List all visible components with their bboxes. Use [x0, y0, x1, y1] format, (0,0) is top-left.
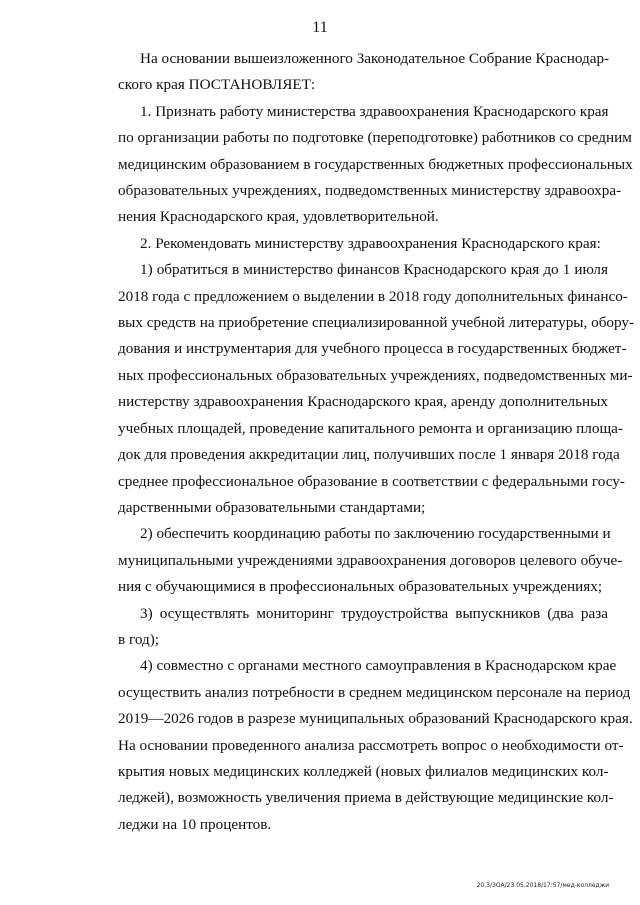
text-line: дования и инструментария для учебного процесса в государственных бюджет-	[118, 340, 627, 358]
text-line: ных профессиональных образовательных учреждениях, подведомственных ми-	[118, 366, 633, 384]
document-footer-code: 20.3/ЗОА/23.05.2018/17:57/мед-колледжи	[476, 882, 609, 889]
text-line: 1. Признать работу министерства здравоохранения Краснодарского края	[140, 102, 609, 120]
paragraph-item-2	[118, 231, 608, 257]
document-body	[118, 46, 635, 838]
text-line: леджей), возможность увеличения приема в действующие медицинские кол-	[118, 789, 614, 807]
text-line: ния с обучающимися в профессиональных образовательных учреждениях;	[118, 578, 603, 596]
text-line: крытия новых медицинских колледжей (новых филиалов медицинских кол-	[118, 762, 609, 780]
text-line: медицинским образованием в государственных бюджетных профессиональных	[118, 155, 633, 173]
text-line: в год);	[118, 630, 159, 648]
text-line: среднее профессиональное образование в соответствии с федеральными госу-	[118, 472, 625, 490]
text-line: нистерству здравоохранения Краснодарского края, аренду дополнительных	[118, 393, 608, 411]
text-line: На основании проведенного анализа рассмотреть вопрос о необходимости от-	[118, 736, 624, 754]
text-line: учебных площадей, проведение капитального ремонта и организацию площа-	[118, 419, 623, 437]
paragraph-item-2-4	[118, 653, 633, 838]
text-line: 1) обратиться в министерство финансов Краснодарского края до 1 июля	[140, 261, 608, 279]
text-line: леджи на 10 процентов.	[118, 815, 272, 833]
page-number: 11	[312, 19, 328, 36]
text-line: 3) осуществлять мониторинг трудоустройства выпускников (два раза	[140, 604, 608, 622]
paragraph-intro	[118, 46, 608, 99]
text-line: вых средств на приобретение специализированной учебной литературы, обору-	[118, 314, 635, 332]
text-line: На основании вышеизложенного Законодательное Собрание Краснодар-	[140, 50, 610, 67]
text-line: 2019—2026 годов в разрезе муниципальных образований Краснодарского края.	[118, 710, 633, 728]
paragraph-item-2-1	[118, 257, 635, 521]
text-line: 2018 года с предложением о выделении в 2018 году дополнительных финансо-	[118, 287, 628, 305]
text-line: нения Краснодарского края, удовлетворительной.	[118, 208, 439, 226]
text-line: образовательных учреждениях, подведомственных министерству здравоохра-	[118, 182, 622, 200]
paragraph-item-1	[118, 99, 633, 231]
text-line: док для проведения аккредитации лиц, получивших после 1 января 2018 года	[118, 446, 620, 464]
paragraph-item-2-3	[118, 601, 608, 654]
text-line: дарственными образовательными стандартами;	[118, 498, 426, 516]
text-line: по организации работы по подготовке (переподготовке) работников со средним	[118, 129, 632, 147]
text-line: 2) обеспечить координацию работы по заключению государственными и	[140, 525, 611, 543]
paragraph-item-2-2	[118, 521, 623, 600]
text-line: муниципальными учреждениями здравоохранения договоров целевого обуче-	[118, 551, 623, 569]
text-line: осуществить анализ потребности в среднем медицинском персонале на период	[118, 683, 631, 701]
text-line: 4) совместно с органами местного самоуправления в Краснодарском крае	[140, 657, 617, 675]
text-line: ского края ПОСТАНОВЛЯЕТ:	[118, 76, 316, 94]
text-line: 2. Рекомендовать министерству здравоохранения Краснодарского края:	[140, 234, 601, 252]
